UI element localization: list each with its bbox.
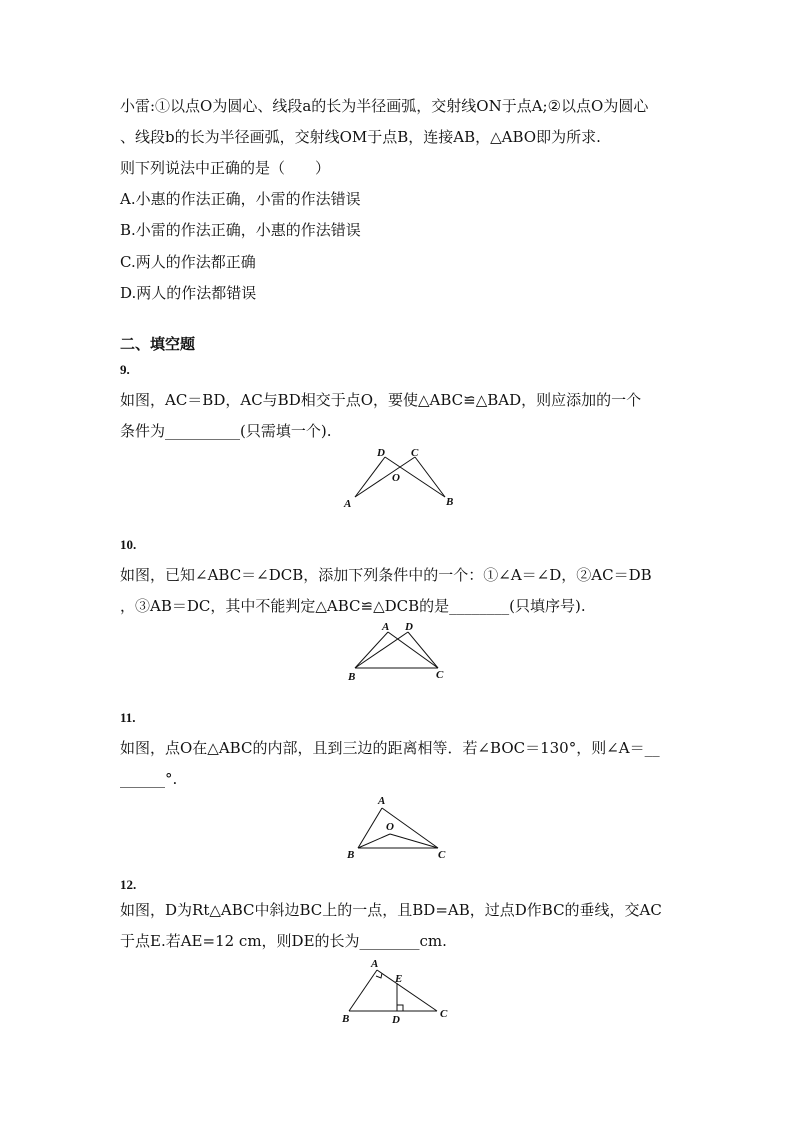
q9-label-a: A	[344, 498, 352, 510]
q12-figure	[335, 956, 460, 1028]
q10-diagram	[340, 618, 460, 684]
q11-label-a: A	[378, 795, 386, 807]
q11-label-o: O	[386, 821, 394, 833]
q11-line-2: ______°.	[120, 770, 178, 788]
q10-label-b: B	[348, 671, 356, 683]
q9-label-c: C	[411, 447, 419, 459]
q9-label-d: D	[377, 447, 385, 459]
q9-number: 9.	[120, 362, 130, 377]
q9-label-o: O	[392, 472, 400, 484]
q12-label-d: D	[392, 1014, 400, 1026]
q9-line-2: 条件为__________(只需填一个).	[120, 422, 332, 440]
q10-line-2: ，③AB＝DC，其中不能判定△ABC≌△DCB的是________(只填序号).	[120, 597, 586, 615]
q9-label-b: B	[446, 496, 454, 508]
option-a: A.小惠的作法正确，小雷的作法错误	[120, 190, 361, 208]
q11-line-1: 如图，点O在△ABC的内部，且到三边的距离相等．若∠BOC＝130°，则∠A＝__	[120, 739, 660, 757]
q12-line-1: 如图，D为Rt△ABC中斜边BC上的一点，且BD=AB，过点D作BC的垂线，交AC	[120, 901, 662, 919]
q11-number: 11.	[120, 710, 136, 725]
q10-label-d: D	[405, 621, 413, 633]
q9-diagram	[330, 442, 470, 512]
section-title: 二、填空题	[120, 335, 196, 353]
q10-line-1: 如图，已知∠ABC＝∠DCB，添加下列条件中的一个：①∠A＝∠D，②AC＝DB	[120, 566, 652, 584]
intro-question: 则下列说法中正确的是（ ）	[120, 159, 331, 177]
q10-label-a: A	[382, 621, 390, 633]
q11-label-c: C	[438, 849, 446, 861]
intro-line-1: 小雷:①以点O为圆心、线段a的长为半径画弧，交射线ON于点A;②以点O为圆心	[120, 97, 649, 115]
intro-line-2: 、线段b的长为半径画弧，交射线OM于点B，连接AB，△ABO即为所求.	[120, 128, 601, 146]
option-c: C.两人的作法都正确	[120, 253, 256, 271]
q12-label-e: E	[395, 973, 403, 985]
q10-number: 10.	[120, 537, 137, 552]
q11-diagram	[340, 790, 460, 862]
q9-figure	[330, 442, 470, 512]
option-b: B.小雷的作法正确，小惠的作法错误	[120, 221, 361, 239]
q12-line-2: 于点E.若AE=12 cm，则DE的长为________cm.	[120, 932, 447, 950]
q12-diagram	[335, 956, 460, 1028]
q12-number: 12.	[120, 877, 137, 892]
q9-line-1: 如图，AC＝BD，AC与BD相交于点O，要使△ABC≌△BAD，则应添加的一个	[120, 391, 642, 409]
q10-label-c: C	[436, 669, 444, 681]
option-d: D.两人的作法都错误	[120, 284, 257, 302]
q11-figure	[340, 790, 460, 862]
q12-label-b: B	[342, 1013, 350, 1025]
q11-label-b: B	[347, 849, 355, 861]
q12-label-a: A	[371, 958, 379, 970]
q12-label-c: C	[440, 1008, 448, 1020]
q10-figure	[340, 618, 460, 684]
